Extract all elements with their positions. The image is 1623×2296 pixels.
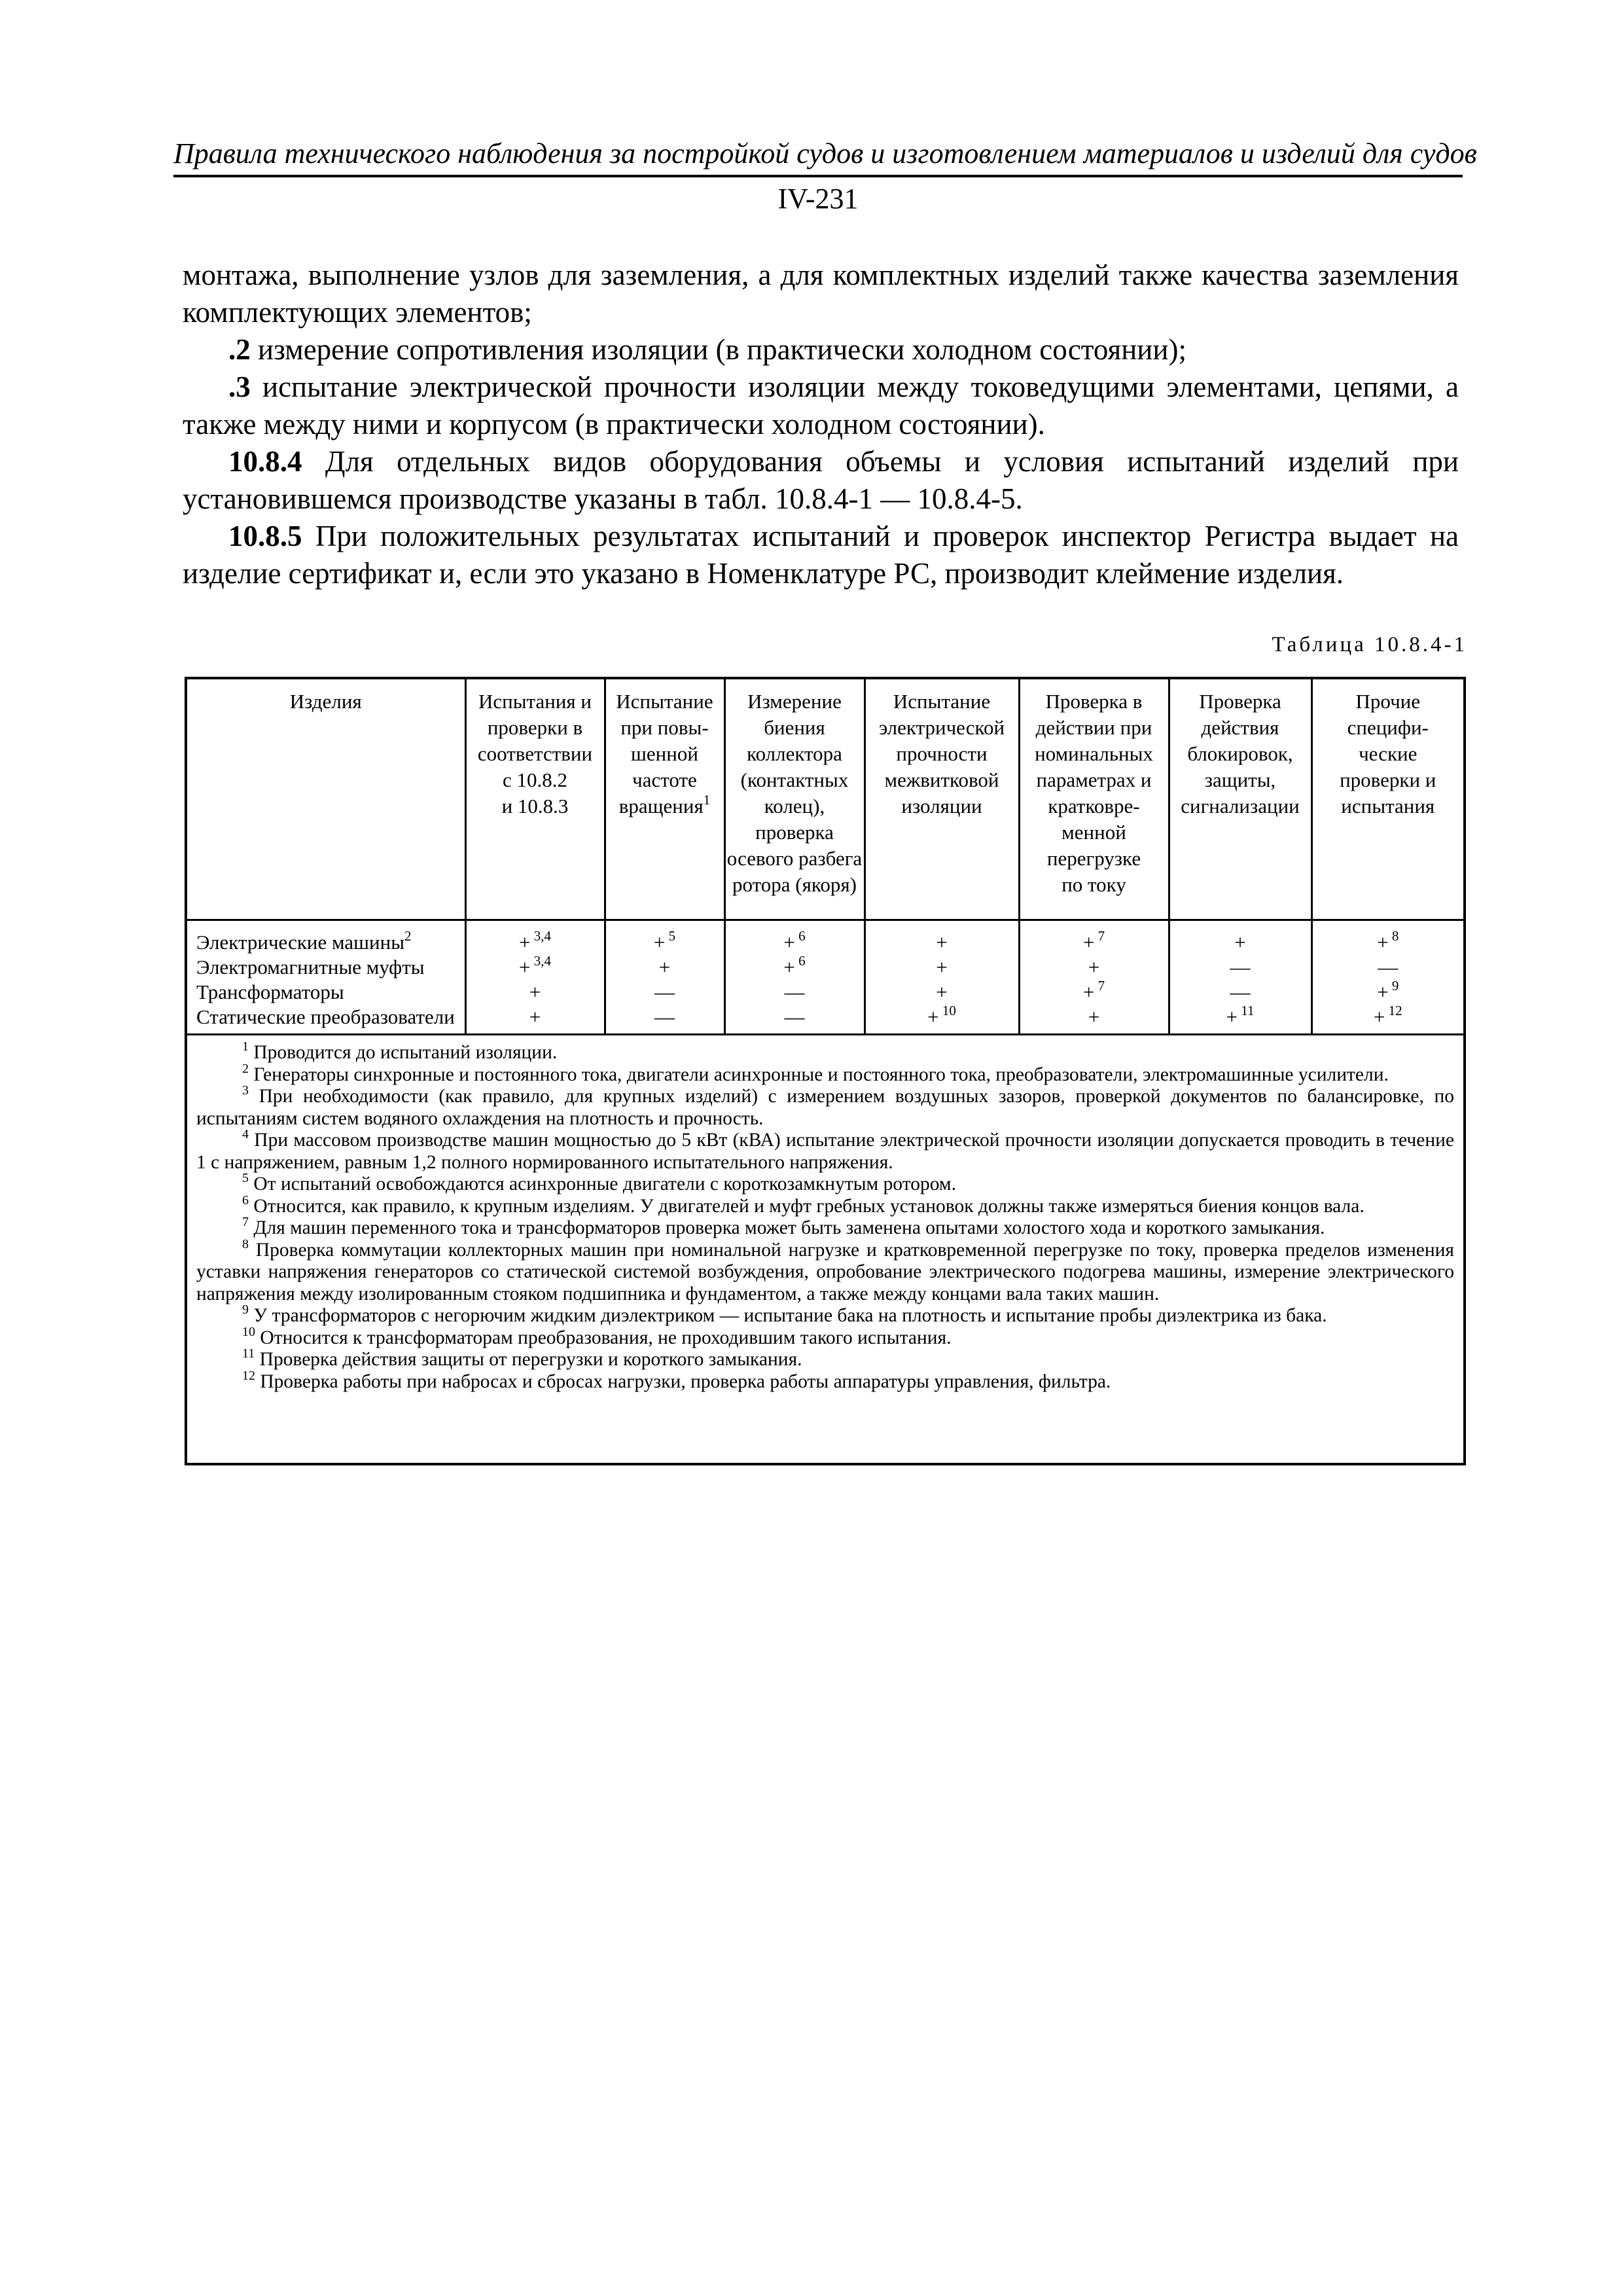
paragraph-item-2 xyxy=(183,331,1459,368)
column-header xyxy=(1019,679,1169,920)
footnote xyxy=(196,1193,1454,1218)
table-cell xyxy=(1311,920,1463,956)
column-header-line: прочности xyxy=(896,742,988,765)
column-header-line: (контактных xyxy=(740,768,849,791)
paragraph-10-8-4 xyxy=(183,443,1459,518)
table-cell xyxy=(865,980,1019,1005)
footnote-number: 9 xyxy=(242,1302,249,1317)
table-cell xyxy=(1311,955,1463,980)
footnote-ref: 11 xyxy=(1238,1003,1255,1018)
section-text: При положительных результатах испытаний и проверок инспектор Регистра выдает на изделие сертификат и, если это указано в Номенклатуре РС, производит клеймение изделия. xyxy=(183,520,1459,590)
footnote-number: 3 xyxy=(242,1083,249,1098)
item-text: измерение сопротивления изоляции (в практически холодном состоянии); xyxy=(250,333,1186,366)
table-cell xyxy=(724,980,865,1005)
table-cell xyxy=(465,980,605,1005)
footnote-text: Проверка коммутации коллекторных машин при номинальной нагрузке и кратковременной перегрузке по току, проверка пределов изменения уставки напряжения генераторов со статической системой возбуждения, опробование электрического подогрева машины, измерение электрического напряжения между изолированным стояком подшипника и фундаментом, а также между концами вала таких машин. xyxy=(196,1239,1454,1304)
test-table xyxy=(185,677,1466,1465)
cell-mark: + xyxy=(783,931,795,954)
column-header-line: изоляции xyxy=(901,795,982,817)
column-header-line: и 10.8.3 xyxy=(501,795,569,817)
footnote-number: 6 xyxy=(242,1193,249,1208)
table-caption: Таблица 10.8.4-1 xyxy=(1272,633,1467,656)
footnote-ref: 3,4 xyxy=(530,953,551,969)
footnote-number: 10 xyxy=(242,1324,255,1339)
column-header xyxy=(187,679,465,920)
table-cell xyxy=(605,1005,724,1033)
cell-mark: — xyxy=(1378,956,1399,978)
cell-mark: + xyxy=(519,931,531,954)
cell-mark: — xyxy=(784,980,805,1003)
footnote xyxy=(196,1039,1454,1064)
cell-mark: — xyxy=(654,980,675,1003)
footnote-text: Относится, как правило, к крупным изделиям. У двигателей и муфт гребных установок должны также измеряться биения концов вала. xyxy=(249,1195,1364,1217)
column-header-line: действии при xyxy=(1035,716,1152,739)
column-header xyxy=(1169,679,1311,920)
footnote-number: 5 xyxy=(242,1171,249,1185)
column-header-line: блокировок, xyxy=(1187,742,1293,765)
column-header-line: шенной xyxy=(631,742,698,765)
column-header-line: Испытание xyxy=(893,690,991,713)
column-header-line: Измерение xyxy=(747,690,842,713)
row-label-text: Электромагнитные муфты xyxy=(196,956,425,978)
footnote xyxy=(196,1346,1454,1371)
cell-mark: — xyxy=(784,1005,805,1028)
cell-mark: + xyxy=(1377,980,1389,1003)
body-text xyxy=(183,257,1459,592)
footnote-ref: 6 xyxy=(794,928,806,944)
footnote xyxy=(196,1324,1454,1350)
footnote xyxy=(196,1171,1454,1196)
column-header-line: биения xyxy=(764,716,825,739)
cell-mark: + xyxy=(1082,931,1095,954)
column-header-line: Испытание xyxy=(616,690,713,713)
table-cell xyxy=(865,1005,1019,1033)
section-text: Для отдельных видов оборудования объемы и условия испытаний изделий при установившемся производстве указаны в табл. 10.8.4-1 — 10.8.4-5. xyxy=(183,445,1459,515)
cell-mark: — xyxy=(1230,980,1251,1003)
column-header-line: действия xyxy=(1201,716,1279,739)
cell-mark: + xyxy=(1377,931,1389,954)
footnote-text: Генераторы синхронные и постоянного тока, двигатели асинхронные и постоянного тока, преобразователи, электромашинные усилители. xyxy=(249,1064,1389,1085)
cell-mark: — xyxy=(654,1005,675,1028)
footnote xyxy=(196,1302,1454,1327)
table-cell xyxy=(605,980,724,1005)
table-row xyxy=(187,955,1463,980)
table-cell xyxy=(1169,980,1311,1005)
cell-mark: + xyxy=(783,956,795,978)
footnote-ref: 5 xyxy=(665,928,676,944)
table-cell xyxy=(1169,955,1311,980)
footnote-ref: 8 xyxy=(1388,928,1399,944)
cell-mark: + xyxy=(653,931,666,954)
table-cell xyxy=(1019,1005,1169,1033)
table-cell xyxy=(1311,1005,1463,1033)
row-label-text: Трансформаторы xyxy=(196,980,344,1003)
column-header-line: вращения xyxy=(618,795,704,817)
footnote-ref: 7 xyxy=(1094,978,1105,994)
section-number: 10.8.4 xyxy=(228,445,302,478)
column-header xyxy=(724,679,865,920)
footnote xyxy=(196,1061,1454,1086)
column-header-line: ротора (якоря) xyxy=(732,873,857,896)
table-cell xyxy=(724,1005,865,1033)
table-body xyxy=(187,920,1463,1034)
column-header-line: ческие xyxy=(1359,742,1418,765)
column-header-line: частоте xyxy=(632,768,697,791)
footnote xyxy=(196,1083,1454,1130)
column-header xyxy=(865,679,1019,920)
column-header-line: электрической xyxy=(878,716,1005,739)
column-header-line: параметрах и xyxy=(1036,768,1152,791)
footnote-ref: 12 xyxy=(1385,1003,1402,1018)
column-header-line: испытания xyxy=(1341,795,1435,817)
item-number: .3 xyxy=(228,370,251,403)
item-number: .2 xyxy=(228,333,251,366)
column-header-line: при повы- xyxy=(620,716,709,739)
column-header-line: номинальных xyxy=(1035,742,1153,765)
cell-mark: + xyxy=(936,931,948,954)
item-text: испытание электрической прочности изоляции между токоведущими элементами, цепями, а также между ними и корпусом (в практически холодном состоянии). xyxy=(183,370,1459,440)
footnote-text: Проверка работы при набросах и сбросах нагрузки, проверка работы аппаратуры управления, фильтра. xyxy=(255,1371,1111,1392)
table-cell xyxy=(865,920,1019,956)
column-header-line: менной xyxy=(1061,821,1126,844)
footnote xyxy=(196,1217,1454,1240)
column-header-line: специфи- xyxy=(1347,716,1429,739)
row-label xyxy=(187,920,465,956)
column-header-line: межвитковой xyxy=(884,768,999,791)
cell-mark: + xyxy=(1234,931,1246,954)
column-header-line: кратковре- xyxy=(1048,795,1140,817)
footnote-ref: 7 xyxy=(1094,928,1105,944)
table-row xyxy=(187,1005,1463,1033)
footnote-text: При необходимости (как правило, для крупных изделий) с измерением воздушных зазоров, проверкой документов по балансировке, по испытаниям систем водяного охлаждения на плотность и прочность. xyxy=(196,1086,1454,1129)
paragraph-continuation: монтажа, выполнение узлов для заземления, а для комплектных изделий также качества заземления комплектующих элементов; xyxy=(183,259,1459,329)
column-header-line: колец), xyxy=(764,795,825,817)
column-header xyxy=(1311,679,1463,920)
footnote-ref: 3,4 xyxy=(530,928,551,944)
table-cell xyxy=(724,955,865,980)
table-cell xyxy=(724,920,865,956)
table-cell xyxy=(1019,955,1169,980)
paragraph-10-8-5 xyxy=(183,518,1459,592)
cell-mark: + xyxy=(1373,1005,1385,1028)
column-header-line: проверки и xyxy=(1340,768,1436,791)
footnote-ref: 10 xyxy=(938,1003,956,1018)
footnote-text: Для машин переменного тока и трансформаторов проверка может быть заменена опытами холостого хода и короткого замыкания. xyxy=(249,1217,1325,1238)
footnote-number: 11 xyxy=(242,1346,255,1361)
column-header-line: соответствии xyxy=(477,742,593,765)
column-header xyxy=(605,679,724,920)
table-cell xyxy=(1019,920,1169,956)
column-header-line: с 10.8.2 xyxy=(502,768,567,791)
cell-mark: + xyxy=(529,980,541,1003)
column-header-line: Проверка в xyxy=(1045,690,1143,713)
table-footnotes xyxy=(187,1035,1463,1405)
row-label-text: Статические преобразователи xyxy=(196,1005,455,1028)
column-header-line: проверка xyxy=(755,821,834,844)
column-header-line: перегрузке xyxy=(1046,847,1141,870)
column-header-line: Испытания и xyxy=(478,690,592,713)
footnote-text: Проверка действия защиты от перегрузки и короткого замыкания. xyxy=(255,1349,802,1370)
table-cell xyxy=(605,955,724,980)
footnote-number: 8 xyxy=(242,1236,249,1251)
row-label xyxy=(187,980,465,1005)
footnote xyxy=(196,1127,1454,1174)
table-cell xyxy=(465,1005,605,1033)
table-cell xyxy=(605,920,724,956)
footnote xyxy=(196,1236,1454,1306)
column-header-line: осевого разбега xyxy=(726,847,863,870)
table-header-row xyxy=(187,679,1463,920)
column-header-line: по току xyxy=(1061,873,1126,896)
table-row xyxy=(187,980,1463,1005)
table-row xyxy=(187,920,1463,956)
row-label xyxy=(187,955,465,980)
footnote-number: 4 xyxy=(242,1127,249,1141)
footnote-text: От испытаний освобождаются асинхронные двигатели с короткозамкнутым ротором. xyxy=(249,1174,956,1194)
footnote-ref: 2 xyxy=(404,928,412,944)
row-label xyxy=(187,1005,465,1033)
footnote-number: 12 xyxy=(242,1368,255,1383)
column-header-line: сигнализации xyxy=(1181,795,1300,817)
table-cell xyxy=(1169,1005,1311,1033)
table-cell xyxy=(865,955,1019,980)
footnote-number: 2 xyxy=(242,1061,249,1076)
cell-mark: + xyxy=(529,1005,541,1028)
column-header-line: коллектора xyxy=(747,742,842,765)
footnote-ref: 6 xyxy=(794,953,806,969)
table-cell xyxy=(465,955,605,980)
cell-mark: + xyxy=(936,980,948,1003)
cell-mark: + xyxy=(936,956,948,978)
table-grid xyxy=(187,679,1463,1033)
running-header: Правила технического наблюдения за постройкой судов и изготовлением материалов и изделий для судов xyxy=(173,134,1463,177)
cell-mark: + xyxy=(519,956,531,978)
column-header xyxy=(465,679,605,920)
table-cell xyxy=(1169,920,1311,956)
table-cell xyxy=(465,920,605,956)
column-header-line: Изделия xyxy=(289,690,362,713)
table-cell xyxy=(1311,980,1463,1005)
footnote-text: Проводится до испытаний изоляции. xyxy=(249,1042,558,1063)
footnote-number: 1 xyxy=(242,1039,249,1054)
footnote-number: 7 xyxy=(242,1215,249,1229)
cell-mark: + xyxy=(927,1005,939,1028)
footnote xyxy=(196,1368,1454,1393)
cell-mark: + xyxy=(1088,1005,1100,1028)
cell-mark: + xyxy=(658,956,671,978)
section-number: 10.8.5 xyxy=(228,520,302,552)
column-header-line: Проверка xyxy=(1199,690,1281,713)
footnote-ref: 9 xyxy=(1388,978,1399,994)
cell-mark: + xyxy=(1088,956,1100,978)
page-number: IV-231 xyxy=(777,183,859,215)
footnote-text: При массовом производстве машин мощностью до 5 кВт (кВА) испытание электрической прочности изоляции допускается проводить в течение 1 с напряжением, равным 1,2 полного нормированного испытательного напряжения. xyxy=(196,1130,1454,1173)
table-cell xyxy=(1019,980,1169,1005)
column-header-line: защиты, xyxy=(1204,768,1276,791)
paragraph-item-3 xyxy=(183,368,1459,443)
footnote-ref: 1 xyxy=(703,792,711,808)
column-header-line: Прочие xyxy=(1355,690,1421,713)
footnote-text: Относится к трансформаторам преобразования, не проходившим такого испытания. xyxy=(255,1327,952,1348)
cell-mark: — xyxy=(1230,956,1251,978)
row-label-text: Электрические машины xyxy=(196,931,405,954)
column-header-line: проверки в xyxy=(487,716,583,739)
cell-mark: + xyxy=(1082,980,1095,1003)
cell-mark: + xyxy=(1226,1005,1238,1028)
footnote-text: У трансформаторов с негорючим жидким диэлектриком — испытание бака на плотность и испытание пробы диэлектрика из бака. xyxy=(249,1305,1327,1326)
